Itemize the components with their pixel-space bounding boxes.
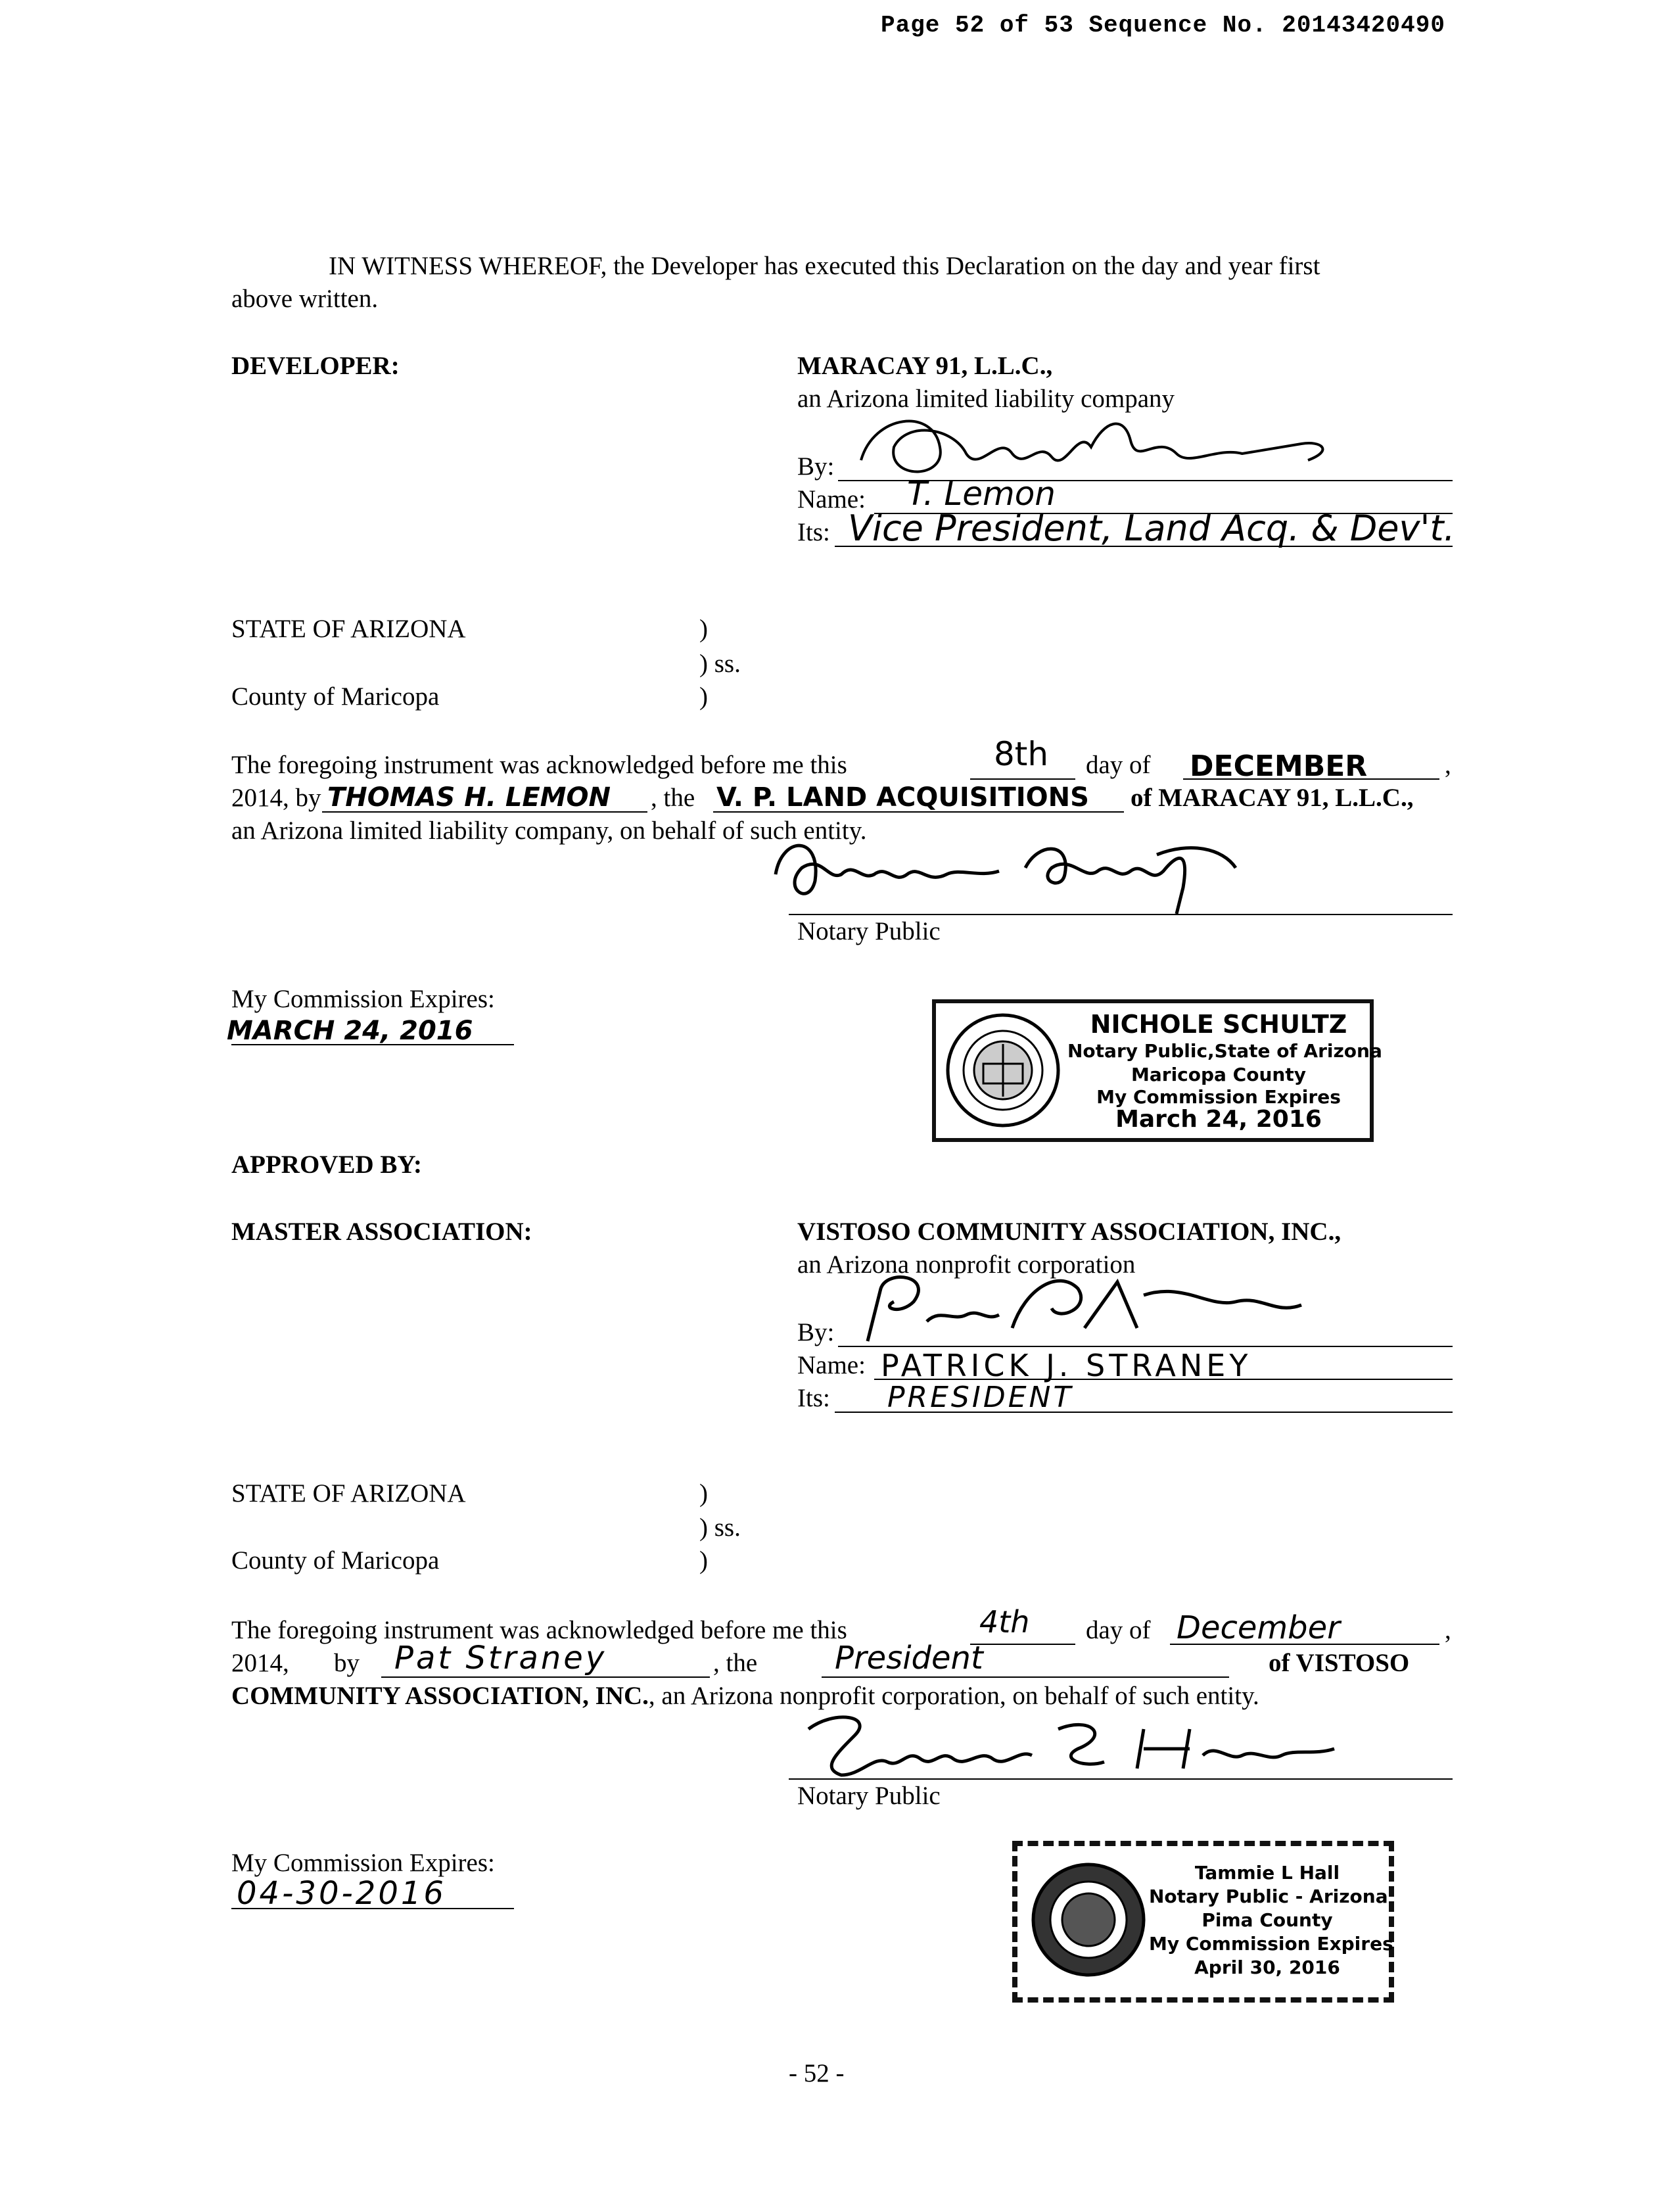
page-sequence-header: Page 52 of 53 Sequence No. 20143420490 (881, 12, 1445, 39)
ack1-paren-1: ) (699, 615, 708, 643)
ack2-by-handwritten: Pat Straney (394, 1640, 607, 1676)
ack1-notary-signature (762, 828, 1275, 920)
ack2-notary-signature (795, 1709, 1361, 1782)
ack2-title-handwritten: President (835, 1640, 983, 1676)
ack1-day-of: day of (1086, 751, 1151, 779)
ack1-text-a: The foregoing instrument was acknowledged before me this (231, 751, 847, 779)
ack2-line-3-bold: COMMUNITY ASSOCIATION, INC. (231, 1682, 649, 1710)
ack2-of-vistoso: of VISTOSO (1269, 1649, 1410, 1677)
master-signature (841, 1269, 1341, 1354)
ack1-notary-label: Notary Public (797, 917, 941, 945)
stamp2-line-4: My Commission Expires (1149, 1933, 1393, 1955)
ack2-line-3-rest: , an Arizona nonprofit corporation, on behalf of such entity. (648, 1682, 1259, 1710)
developer-its-handwritten: Vice President, Land Acq. & Dev't. (848, 508, 1455, 549)
ack2-title-line (822, 1676, 1229, 1678)
stamp1-date: March 24, 2016 (1115, 1106, 1322, 1133)
page-number: - 52 - (789, 2059, 845, 2087)
ack2-paren-3: ) (699, 1546, 708, 1575)
witness-line-2: above written. (231, 285, 379, 313)
ack1-commission-label: My Commission Expires: (231, 985, 495, 1013)
ack2-ss: ) ss. (699, 1513, 741, 1542)
master-by-label: By: (797, 1318, 835, 1346)
ack2-state: STATE OF ARIZONA (231, 1479, 466, 1508)
ack2-by-line (381, 1676, 710, 1678)
stamp2-line-3: Pima County (1202, 1909, 1333, 1931)
stamp2-date: April 30, 2016 (1194, 1957, 1340, 1978)
approved-by-label: APPROVED BY: (231, 1151, 422, 1179)
ack1-by-handwritten: THOMAS H. LEMON (327, 782, 611, 813)
master-label: MASTER ASSOCIATION: (231, 1218, 532, 1246)
ack2-by: by (334, 1649, 360, 1677)
stamp1-line-4: My Commission Expires (1096, 1086, 1341, 1108)
ack2-county: County of Maricopa (231, 1546, 440, 1575)
ack2-text-a: The foregoing instrument was acknowledged before me this (231, 1616, 847, 1644)
ack2-the: , the (713, 1649, 758, 1677)
ack2-day-handwritten: 4th (979, 1604, 1030, 1640)
ack2-notary-label: Notary Public (797, 1782, 941, 1810)
ack2-notary-line (789, 1778, 1453, 1780)
master-name-handwritten: PATRICK J. STRANEY (881, 1348, 1252, 1383)
ack1-notary-line (789, 914, 1453, 915)
ack2-day-line (970, 1644, 1075, 1645)
developer-by-label: By: (797, 452, 835, 481)
stamp2-line-2: Notary Public - Arizona (1149, 1886, 1388, 1907)
notary-stamp-hall (1012, 1841, 1394, 2003)
ack1-of-company: of MARACAY 91, L.L.C., (1131, 784, 1414, 812)
master-name-label: Name: (797, 1351, 866, 1379)
developer-name-label: Name: (797, 485, 866, 513)
notary-seal-icon (944, 1011, 1062, 1129)
developer-name-handwritten: T. Lemon (907, 475, 1056, 513)
stamp1-line-2: Notary Public,State of Arizona (1067, 1040, 1382, 1062)
ack1-day-handwritten: 8th (994, 735, 1049, 773)
ack1-comma: , (1445, 751, 1451, 779)
master-its-handwritten: PRESIDENT (887, 1381, 1074, 1414)
ack1-title-handwritten: V. P. LAND ACQUISITIONS (716, 782, 1089, 813)
developer-label: DEVELOPER: (231, 352, 400, 380)
witness-line-1: IN WITNESS WHEREOF, the Developer has executed this Declaration on the day and year first (329, 252, 1320, 280)
ack2-line-3 (231, 1682, 1259, 1711)
notary-seal-icon (1029, 1861, 1148, 1979)
ack2-comma: , (1445, 1616, 1451, 1644)
ack2-month-handwritten: December (1177, 1609, 1340, 1646)
ack2-day-of: day of (1086, 1616, 1151, 1644)
ack1-year-by: 2014, by (231, 784, 321, 812)
notary-stamp-schultz (932, 999, 1382, 1142)
ack1-month-handwritten: DECEMBER (1190, 749, 1368, 783)
stamp1-name: NICHOLE SCHULTZ (1090, 1010, 1347, 1039)
ack1-county: County of Maricopa (231, 682, 440, 711)
master-company: VISTOSO COMMUNITY ASSOCIATION, INC., (797, 1218, 1342, 1246)
master-its-label: Its: (797, 1384, 830, 1412)
ack2-year: 2014, (231, 1649, 289, 1677)
ack1-commission-handwritten: MARCH 24, 2016 (227, 1016, 473, 1046)
developer-company-desc: an Arizona limited liability company (797, 385, 1175, 413)
master-company-desc: an Arizona nonprofit corporation (797, 1250, 1136, 1279)
ack2-paren-1: ) (699, 1479, 708, 1508)
ack1-the: , the (651, 784, 695, 812)
ack1-line-3: an Arizona limited liability company, on behalf of such entity. (231, 817, 867, 845)
stamp1-line-3: Maricopa County (1131, 1064, 1306, 1085)
ack1-ss: ) ss. (699, 650, 741, 678)
ack1-paren-3: ) (699, 682, 708, 711)
developer-company: MARACAY 91, L.L.C., (797, 352, 1053, 380)
ack1-day-line (970, 778, 1075, 780)
developer-its-label: Its: (797, 518, 830, 546)
ack2-commission-handwritten: 04-30-2016 (237, 1875, 446, 1912)
ack1-state: STATE OF ARIZONA (231, 615, 466, 643)
stamp2-name: Tammie L Hall (1194, 1862, 1340, 1884)
ack2-commission-label: My Commission Expires: (231, 1849, 495, 1877)
